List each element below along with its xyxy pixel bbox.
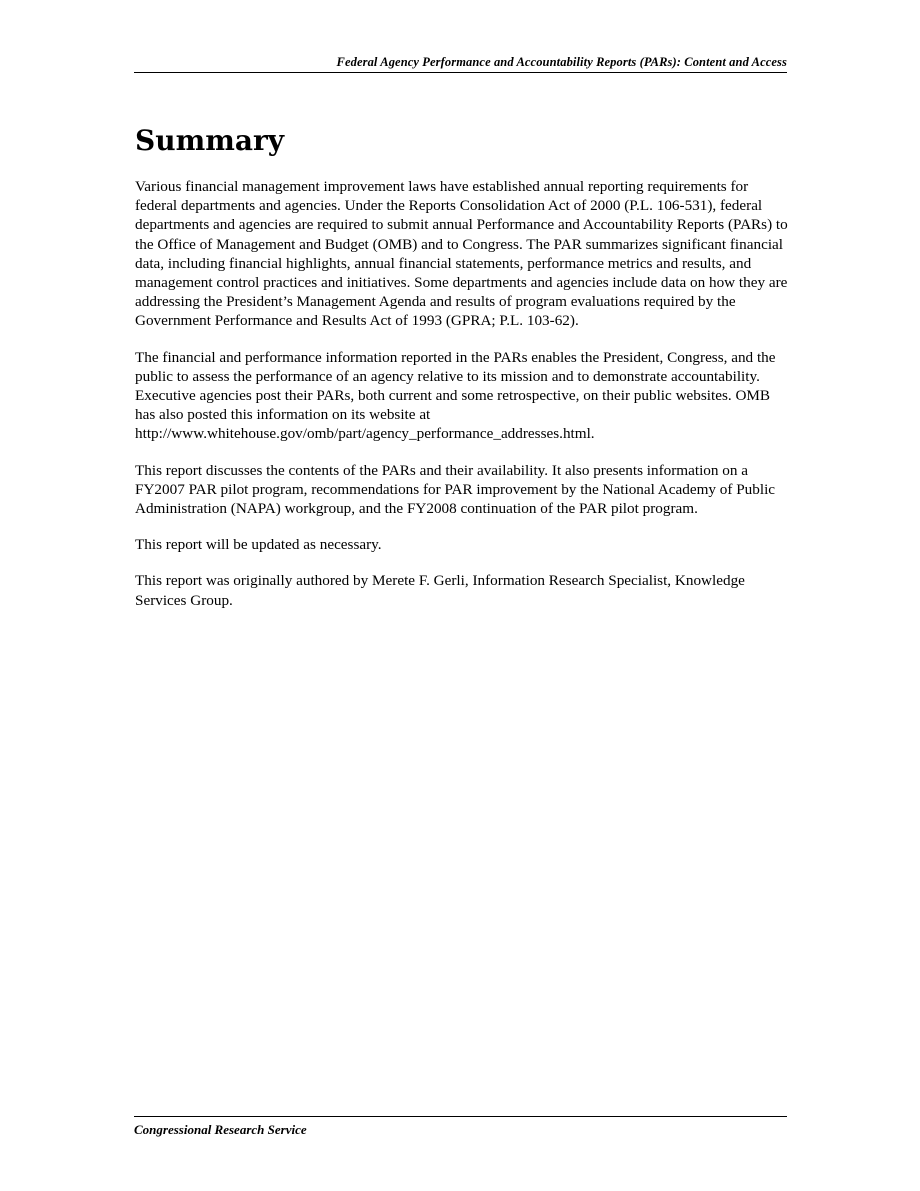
summary-paragraph-1: Various financial management improvement laws have established annual reporting requirements for federal departments and agencies. Under the Reports Consolidation Act of 2000 (P.L. 106-531), federal departments and agencies are required to submit annual Performance and Accountability Reports (PARs) to the Office of Management and Budget (OMB) and to Congress. The PAR summarizes significant financial data, including financial highlights, annual financial statements, performance metrics and results, and management control practices and initiatives. Some departments and agencies include data on how they are addressing the President’s Management Agenda and results of program evaluations required by the Government Performance and Results Act of 1993 (GPRA; P.L. 103-62). [135, 178, 788, 330]
summary-paragraph-4: This report will be updated as necessary. [135, 536, 382, 554]
summary-paragraph-5: This report was originally authored by Merete F. Gerli, Information Research Specialist, Knowledge Services Group. [135, 572, 745, 609]
running-footer: Congressional Research Service [134, 1116, 787, 1138]
summary-paragraph-3: This report discusses the contents of the PARs and their availability. It also presents information on a FY2007 PAR pilot program, recommendations for PAR improvement by the National Academy of Public Administration (NAPA) workgroup, and the FY2008 continuation of the PAR pilot program. [135, 461, 776, 518]
summary-paragraph-2: The financial and performance information reported in the PARs enables the President, Congress, and the public to assess the performance of an agency relative to its mission and to demonstrate accountability. Executive agencies post their PARs, both current and some retrospective, on their public websites. OMB has also posted this information on its website at http://www.whitehouse.gov/omb/part/agency_performance_addresses.html. [135, 348, 776, 443]
running-header: Federal Agency Performance and Accountability Reports (PARs): Content and Access [134, 55, 787, 73]
page-title: Summary [135, 124, 284, 157]
summary-body [135, 177, 789, 627]
